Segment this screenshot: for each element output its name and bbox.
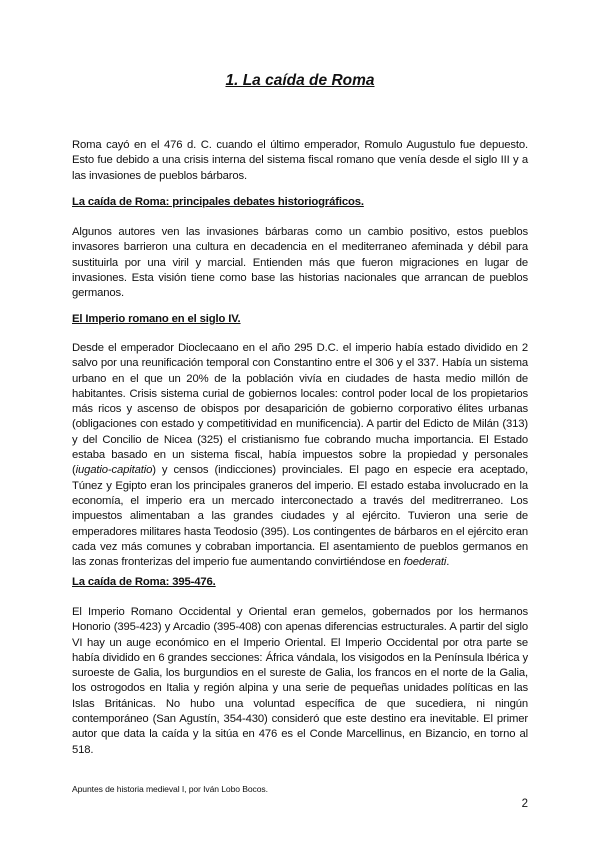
italic-term-foederati: foederati — [403, 556, 447, 569]
text-run: ) y censos (indicciones) provinciales. El pago en especie era aceptado, Túnez y Egipto eran los principales graneros del imperio. El estado estaba involucrado en la economía, el imperio era un mercado interconectado a través del meditrerraneo. Los impuestos alimentaban a las grandes ciudades y al ejército. Tuvieron una serie de emperadores militares hasta Teodosio (395). Los contingentes de bárbaros en el ejército eran cada vez más comunes y cobraban importancia. El asentamiento de pueblos germanos en las zonas fronterizas del imperio fue aumentando convirtiéndose en — [72, 464, 528, 569]
section-heading-395-476: La caída de Roma: 395-476. — [72, 576, 216, 588]
section-paragraph-debates: Algunos autores ven las invasiones bárbaras como un cambio positivo, estos pueblos invasores barrieron una cultura en decadencia en el mediterraneo afeminada y débil para sustituirla por una viril y marcial. Entienden más que fueron migraciones en lugar de invasiones. Esta visión tiene como base las historias nacionales que arrancan de pueblos germanos. — [72, 226, 528, 300]
section-paragraph-siglo-iv — [72, 341, 528, 570]
text-run: Desde el emperador Dioclecaano en el año 295 D.C. el imperio había estado dividido en 2 salvo por una reunificación temporal con Constantino entre el 306 y el 337. Había un sistema urbano en el que un 20% de la población vivía en ciudades de hasta medio millón de habitantes. Crisis sistema curial de gobiernos locales: control poder local de los propietarios más ricos y ascenso de obispos por desaparición de gobierno corporativo élites urbanas (obligaciones con estado y competitividad en munificencia). A partir del Edicto de Milán (313) y del Concilio de Nicea (325) el cristianismo fue cobrando mucha importancia. El Estado estaba basado en un sistema fiscal, había impuestos sobre la propiedad y personales ( — [72, 342, 528, 477]
section-paragraph-395-476: El Imperio Romano Occidental y Oriental eran gemelos, gobernados por los hermanos Honorio (395-423) y Arcadio (395-408) con apenas diferencias estructurales. A partir del siglo VI hay un auge económico en el Imperio Oriental. El Imperio Occidental por otra parte se había dividido en 6 grandes secciones: África vándala, los visigodos en la Península Ibérica y suroeste de Galia, los burgundios en el sureste de Galia, los francos en el norte de la Galia, los ostrogodos en Italia y región alpina y una serie de pequeñas unidades políticas en las Islas Británicas. No hubo una voluntad específica de que sucediera, ni ningún contemporáneo (San Agustín, 354-430) consideró que este destino era inevitable. El primer autor que data la caída y la sitúa en 476 es el Conde Marcellinus, en Bizancio, en torno al 518. — [72, 606, 528, 756]
page-footer: Apuntes de historia medieval I, por Iván Lobo Bocos. — [72, 784, 268, 794]
text-run: . — [446, 556, 450, 569]
page-number: 2 — [521, 798, 528, 810]
section-heading-siglo-iv: El Imperio romano en el siglo IV. — [72, 313, 241, 325]
intro-paragraph: Roma cayó en el 476 d. C. cuando el último emperador, Romulo Augustulo fue depuesto. Esto fue debido a una crisis interna del sistema fiscal romano que venía desde el siglo III y a las invasiones de pueblos bárbaros. — [72, 139, 528, 182]
italic-term-iugatio: iugatio-capitatio — [75, 464, 153, 477]
section-heading-debates: La caída de Roma: principales debates historiográficos. — [72, 196, 364, 208]
page-title: 1. La caída de Roma — [225, 72, 375, 89]
